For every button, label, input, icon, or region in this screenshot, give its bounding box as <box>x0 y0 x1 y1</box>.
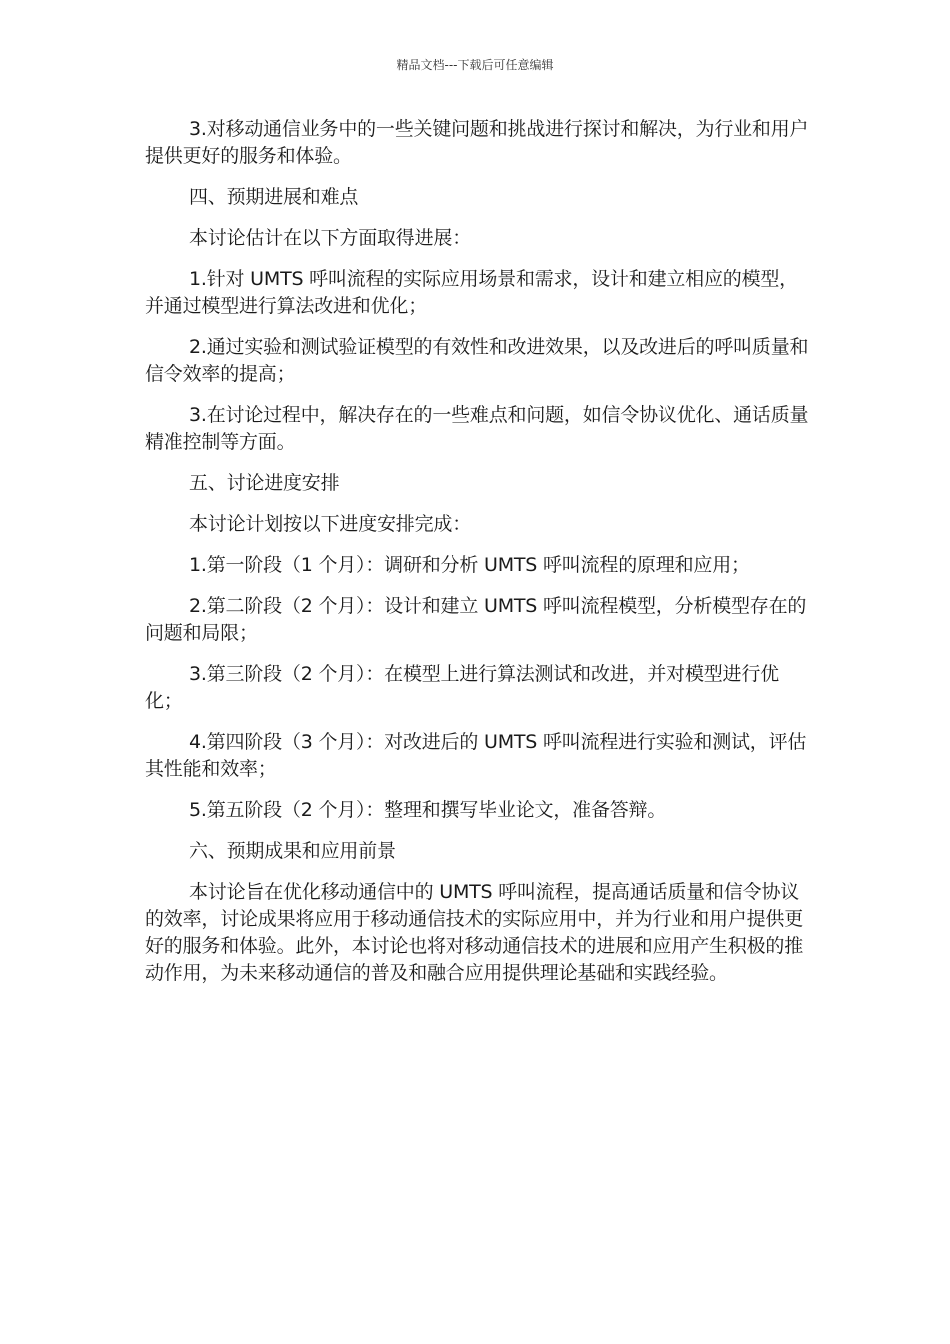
document-body <box>145 116 809 1001</box>
page-header: 精品文档---下载后可任意编辑 <box>396 58 554 72</box>
paragraph-stage-4: 4.第四阶段（3 个月）：对改进后的 UMTS 呼叫流程进行实验和测试，评估其性能和效率； <box>145 731 807 780</box>
paragraph-progress-3: 3.在讨论过程中，解决存在的一些难点和问题，如信令协议优化、通话质量精准控制等方面。 <box>145 404 809 453</box>
paragraph-outcomes: 本讨论旨在优化移动通信中的 UMTS 呼叫流程，提高通话质量和信令协议的效率，讨论成果将应用于移动通信技术的实际应用中，并为行业和用户提供更好的服务和体验。此外，本讨论也将对移动通信技术的进展和应用产生积极的推动作用，为未来移动通信的普及和融合应用提供理论基础和实践经验。 <box>145 881 804 984</box>
paragraph-stage-5: 5.第五阶段（2 个月）：整理和撰写毕业论文，准备答辩。 <box>189 799 667 821</box>
paragraph-progress-1: 1.针对 UMTS 呼叫流程的实际应用场景和需求，设计和建立相应的模型，并通过模型进行算法改进和优化； <box>145 268 798 317</box>
section-heading-outcomes: 六、预期成果和应用前景 <box>189 840 396 862</box>
paragraph-progress-2: 2.通过实验和测试验证模型的有效性和改进效果，以及改进后的呼叫质量和信令效率的提高； <box>145 336 809 385</box>
paragraph-schedule-intro: 本讨论计划按以下进度安排完成： <box>189 513 472 535</box>
paragraph-stage-3: 3.第三阶段（2 个月）：在模型上进行算法测试和改进，并对模型进行优化； <box>145 663 779 712</box>
paragraph-stage-1: 1.第一阶段（1 个月）：调研和分析 UMTS 呼叫流程的原理和应用； <box>189 554 750 576</box>
paragraph-objective-3: 3.对移动通信业务中的一些关键问题和挑战进行探讨和解决，为行业和用户提供更好的服务和体验。 <box>145 118 809 167</box>
paragraph-stage-2: 2.第二阶段（2 个月）：设计和建立 UMTS 呼叫流程模型，分析模型存在的问题和局限； <box>145 595 807 644</box>
paragraph-progress-intro: 本讨论估计在以下方面取得进展： <box>189 227 472 249</box>
section-heading-schedule: 五、讨论进度安排 <box>189 472 340 494</box>
section-heading-progress: 四、预期进展和难点 <box>189 186 359 208</box>
